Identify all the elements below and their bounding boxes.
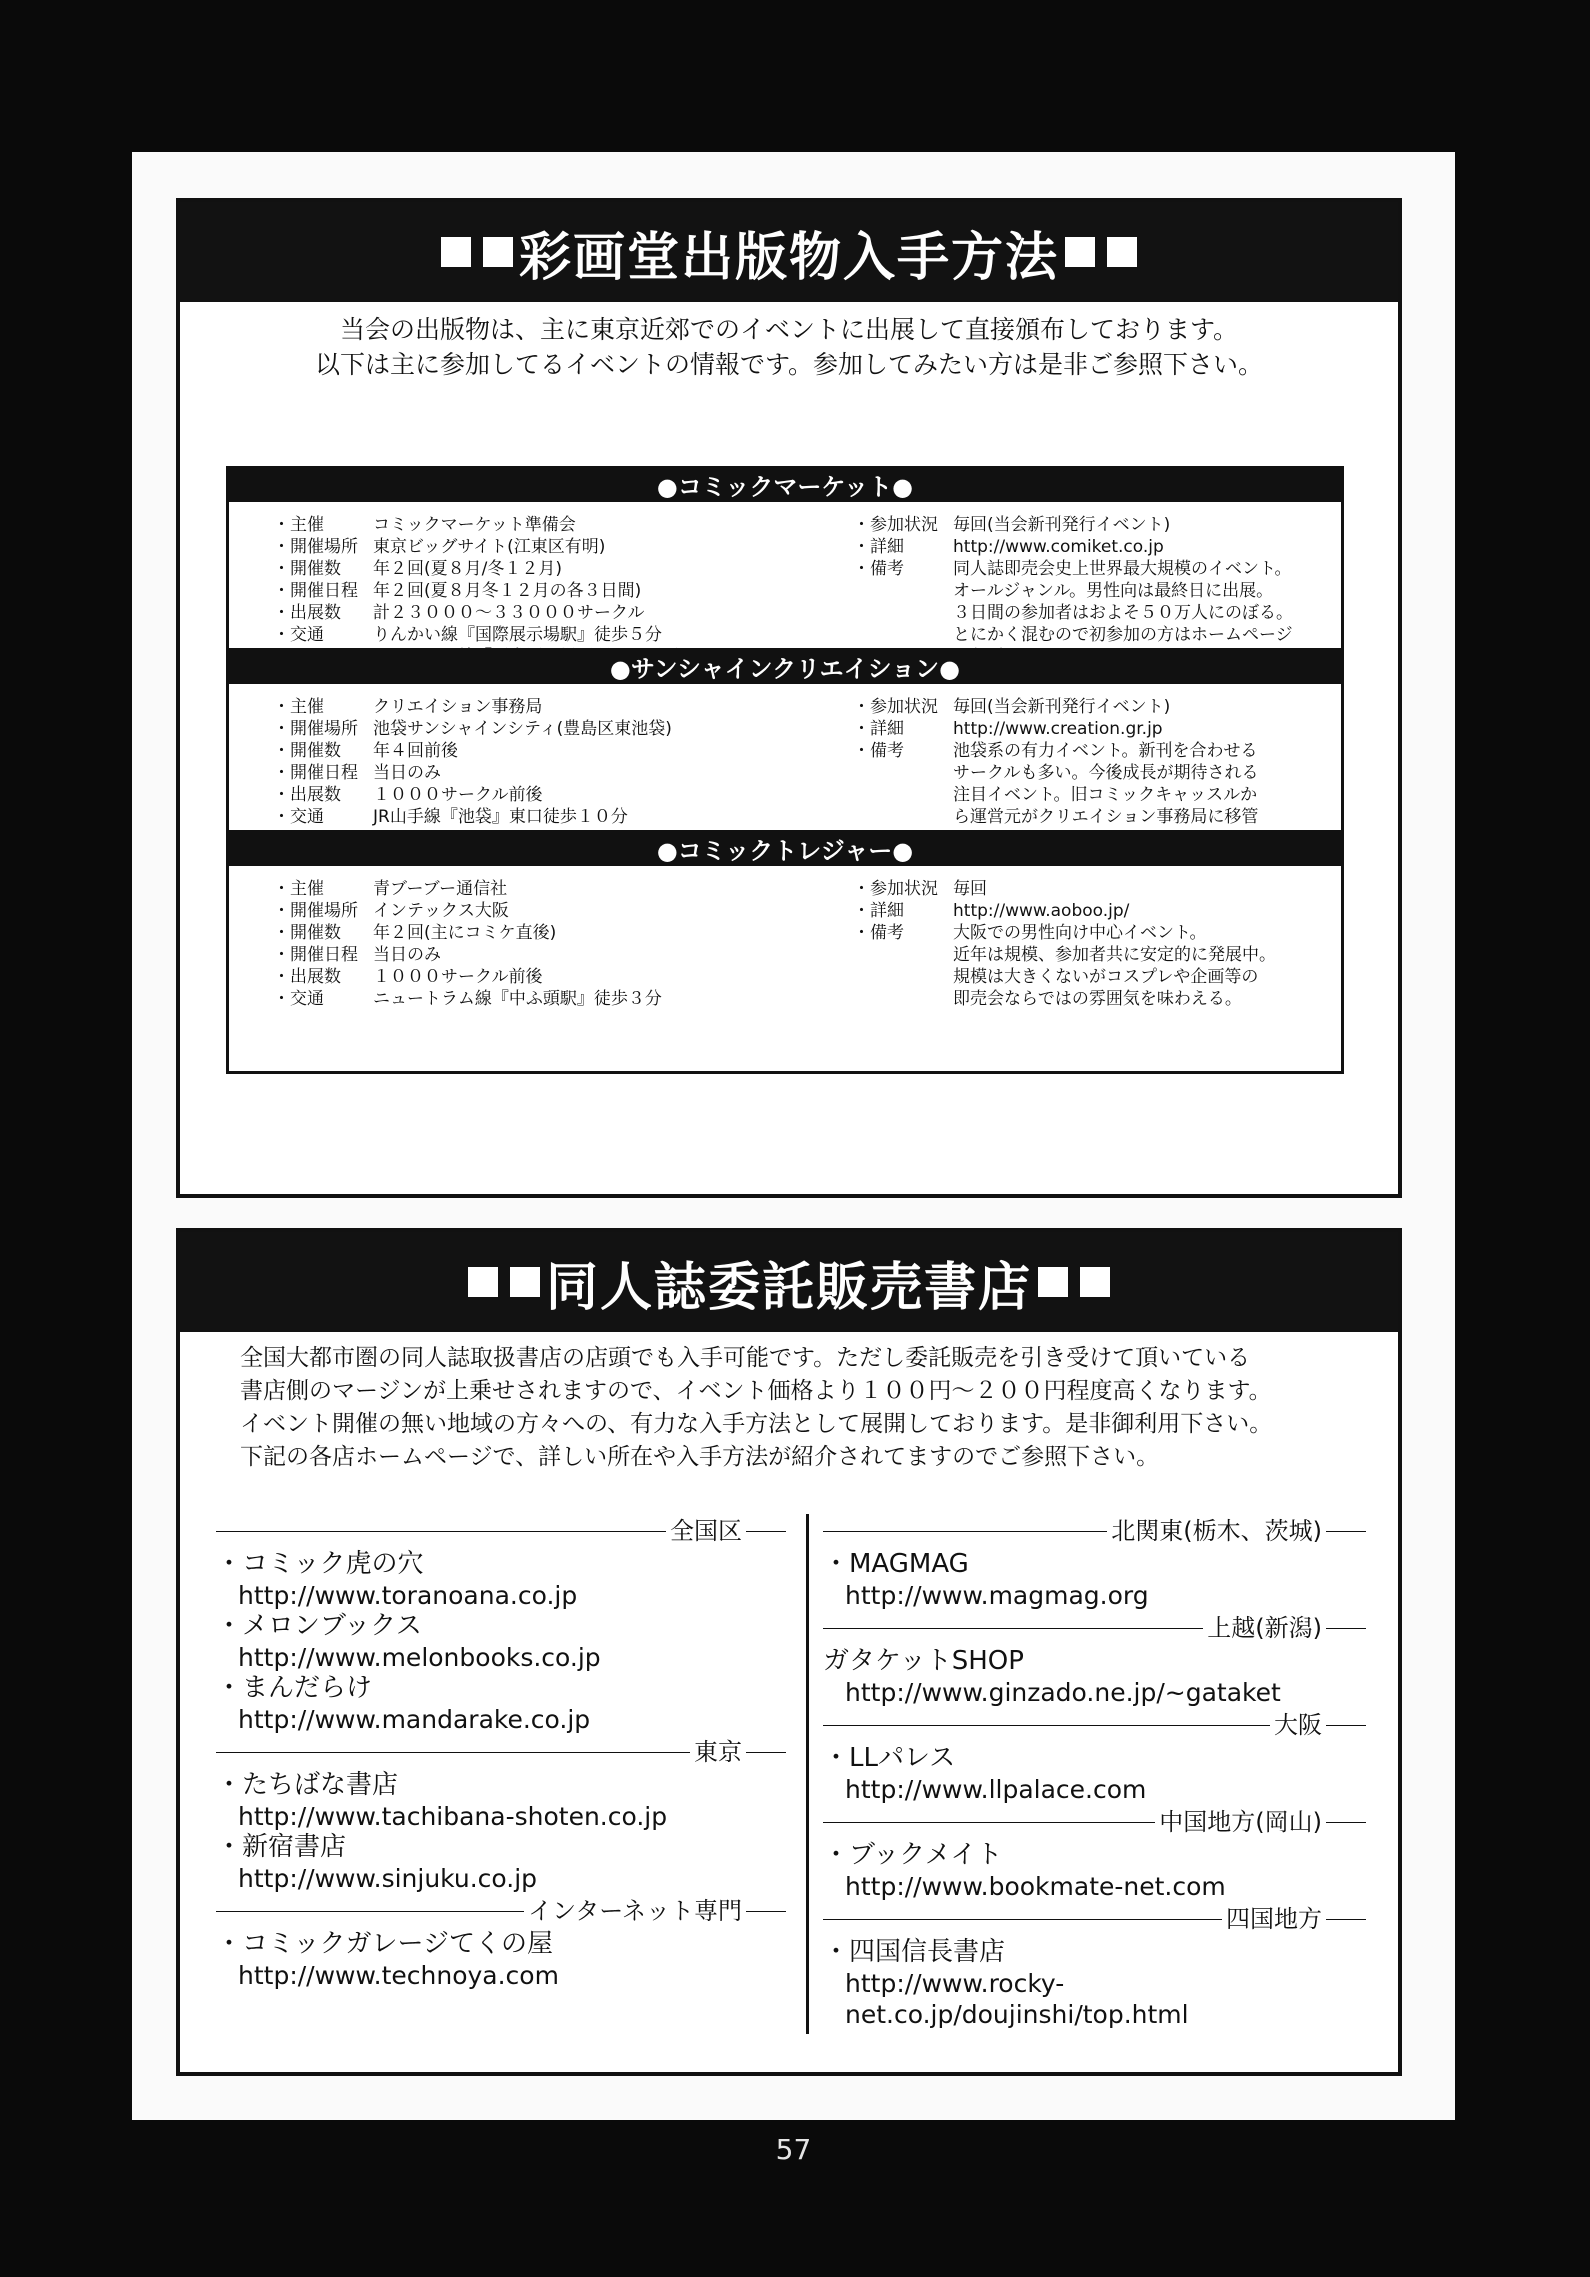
info-key: ・交通 (273, 807, 324, 827)
info-value: 年２回(夏８月/冬１２月) (373, 559, 562, 579)
divider-line (823, 1628, 1203, 1629)
info-value: １０００サークル前後 (373, 785, 543, 805)
section-intro (180, 302, 1398, 382)
info-key: ・出展数 (273, 603, 341, 623)
info-value: 青ブーブー通信社 (373, 879, 508, 899)
info-key: ・参加状況 (853, 879, 938, 899)
shop-url[interactable]: http://www.melonbooks.co.jp (238, 1643, 601, 1672)
page (132, 152, 1455, 2166)
region-label: インターネット専門 (528, 1897, 742, 1925)
shop-url[interactable]: http://www.toranoana.co.jp (238, 1581, 578, 1610)
event-title: ●サンシャインクリエイション● (226, 648, 1344, 684)
info-row (853, 922, 1341, 1010)
shop-url[interactable]: http://www.technoya.com (238, 1961, 559, 1990)
square-icon (1038, 1267, 1068, 1297)
info-key: ・備考 (853, 923, 904, 943)
section-intro (180, 1332, 1398, 1474)
divider-line (216, 1531, 666, 1532)
divider-line (823, 1725, 1270, 1726)
section-title-bar (180, 1232, 1398, 1332)
info-row (273, 718, 853, 740)
region-heading (823, 1710, 1366, 1741)
info-row (273, 988, 853, 1010)
event-info-right (853, 514, 1341, 668)
section-title: 彩画堂出版物入手方法 (518, 227, 1059, 288)
info-value: 年４回前後 (373, 741, 458, 761)
info-row (273, 806, 853, 828)
shop-column-left (216, 1514, 786, 1991)
shop-url[interactable]: http://www.mandarake.co.jp (238, 1705, 591, 1734)
info-key: ・交通 (273, 989, 324, 1009)
region-label: 四国地方 (1226, 1905, 1322, 1933)
info-value: 毎回(当会新刊発行イベント) (953, 515, 1171, 535)
intro-line: イベント開催の無い地域の方々への、有力な入手方法として展開しております。是非御利用下さい。 (240, 1411, 1273, 1437)
info-value: インテックス大阪 (373, 901, 509, 921)
info-key: ・詳細 (853, 719, 904, 739)
shop-list (216, 1514, 1366, 2034)
square-icon (468, 1267, 498, 1297)
info-value: 東京ビッグサイト(江東区有明) (373, 537, 606, 557)
info-row (273, 580, 853, 602)
info-value: コミックマーケット準備会 (373, 515, 576, 535)
region-label: 東京 (694, 1738, 742, 1766)
shop-name: ・たちばな書店 (216, 1770, 399, 1800)
shop-name: ・MAGMAG (823, 1549, 969, 1579)
event-details (229, 684, 1341, 828)
shop-url[interactable]: http://www.magmag.org (845, 1581, 1149, 1610)
event-info-right (853, 696, 1341, 828)
info-key: ・詳細 (853, 537, 904, 557)
info-key: ・開催日程 (273, 581, 358, 601)
shop-name: ・まんだらけ (216, 1673, 373, 1703)
info-row (853, 718, 1341, 740)
info-value: 年２回(主にコミケ直後) (373, 923, 557, 943)
square-icon (510, 1267, 540, 1297)
divider-line (216, 1752, 690, 1753)
region-heading (823, 1807, 1366, 1838)
info-row (273, 514, 853, 536)
divider-line (746, 1531, 786, 1532)
region-heading (216, 1737, 786, 1768)
info-value: http://www.aoboo.jp/ (953, 901, 1130, 921)
divider-line (823, 1822, 1155, 1823)
info-value: 池袋系の有力イベント。新刊を合わせる サークルも多い。今後成長が期待される 注目イベント。旧コミックキャッスルか ら運営元がクリエイション事務局に移管 (953, 741, 1259, 827)
square-icon (441, 237, 471, 267)
square-icon (1080, 1267, 1110, 1297)
info-key: ・開催日程 (273, 763, 358, 783)
intro-line: 全国大都市圏の同人誌取扱書店の店頭でも入手可能です。ただし委託販売を引き受けて頂いている (240, 1345, 1251, 1371)
section-title: 同人誌委託販売書店 (545, 1257, 1032, 1318)
shop-url[interactable]: http://www.rocky-net.co.jp/doujinshi/top.html (845, 1969, 1189, 2029)
info-key: ・開催数 (273, 559, 341, 579)
event-section (176, 198, 1402, 1198)
info-value: りんかい線『国際展示場駅』徒歩５分 (373, 625, 662, 645)
shop-section (176, 1228, 1402, 2076)
region-label: 全国区 (670, 1517, 742, 1545)
info-row (853, 900, 1341, 922)
shop-name: ・コミック虎の穴 (216, 1549, 424, 1579)
info-key: ・備考 (853, 741, 904, 761)
info-key: ・主催 (273, 879, 324, 899)
info-row (273, 624, 853, 646)
shop-name: ・メロンブックス (216, 1611, 422, 1641)
shop-name: ・四国信長書店 (823, 1937, 1006, 1967)
event-title: ●コミックマーケット● (226, 466, 1344, 502)
square-icon (1107, 237, 1137, 267)
info-row (273, 784, 853, 806)
divider-line (1326, 1919, 1366, 1920)
info-row (273, 900, 853, 922)
region-heading (823, 1904, 1366, 1935)
event-title: ●コミックトレジャー● (226, 830, 1344, 866)
info-value: 毎回 (953, 879, 987, 899)
info-value: http://www.creation.gr.jp (953, 719, 1163, 739)
info-value: 計２３０００～３３０００サークル (373, 603, 645, 623)
region-heading (216, 1896, 786, 1927)
shop-url[interactable]: http://www.ginzado.ne.jp/~gataket (845, 1678, 1281, 1707)
info-row (273, 878, 853, 900)
region-heading (823, 1516, 1366, 1547)
info-row (853, 536, 1341, 558)
region-heading (823, 1613, 1366, 1644)
event-info-right (853, 878, 1341, 1010)
info-row (853, 696, 1341, 718)
info-row (273, 966, 853, 988)
event-details (229, 502, 1341, 668)
square-icon (483, 237, 513, 267)
info-row (273, 558, 853, 580)
region-label: 上越(新潟) (1207, 1614, 1322, 1642)
info-key: ・備考 (853, 559, 904, 579)
info-key: ・詳細 (853, 901, 904, 921)
section-title-bar (180, 202, 1398, 302)
shop-name: ・LLパレス (823, 1743, 956, 1773)
intro-line: 以下は主に参加してるイベントの情報です。参加してみたい方は是非ご参照下さい。 (314, 350, 1263, 379)
info-value: 年２回(夏８月冬１２月の各３日間) (373, 581, 642, 601)
shop-name: ガタケットSHOP (823, 1646, 1024, 1676)
shop-url[interactable]: http://www.bookmate-net.com (845, 1872, 1226, 1901)
info-key: ・主催 (273, 697, 324, 717)
info-row (273, 944, 853, 966)
shop-url[interactable]: http://www.llpalace.com (845, 1775, 1147, 1804)
divider-line (1326, 1628, 1366, 1629)
info-value: JR山手線『池袋』東口徒歩１０分 (373, 807, 628, 827)
info-value: 毎回(当会新刊発行イベント) (953, 697, 1171, 717)
info-row (853, 740, 1341, 828)
region-label: 大阪 (1274, 1711, 1322, 1739)
shop-column-right (806, 1514, 1366, 2034)
intro-line: 当会の出版物は、主に東京近郊でのイベントに出展して直接頒布しております。 (339, 315, 1238, 344)
region-heading (216, 1516, 786, 1547)
info-row (273, 740, 853, 762)
divider-line (746, 1752, 786, 1753)
info-row (273, 922, 853, 944)
info-value: 池袋サンシャインシティ(豊島区東池袋) (373, 719, 672, 739)
info-key: ・開催場所 (273, 537, 358, 557)
divider-line (823, 1531, 1107, 1532)
info-key: ・出展数 (273, 785, 341, 805)
info-value: http://www.comiket.co.jp (953, 537, 1164, 557)
square-icon (1065, 237, 1095, 267)
info-value: １０００サークル前後 (373, 967, 543, 987)
shop-name: ・新宿書店 (216, 1832, 347, 1862)
page-number: 57 (775, 2133, 812, 2166)
intro-line: 書店側のマージンが上乗せされますので、イベント価格より１００円～２００円程度高くなります。 (240, 1378, 1272, 1404)
info-key: ・開催場所 (273, 719, 358, 739)
info-key: ・交通 (273, 625, 324, 645)
divider-line (823, 1919, 1222, 1920)
info-row (273, 762, 853, 784)
info-value: ニュートラム線『中ふ頭駅』徒歩３分 (373, 989, 662, 1009)
info-row (273, 536, 853, 558)
info-value: 当日のみ (373, 763, 441, 783)
info-key: ・主催 (273, 515, 324, 535)
event-info-left (273, 696, 853, 828)
info-key: ・開催日程 (273, 945, 358, 965)
event-box (226, 830, 1344, 1074)
shop-name: ・コミックガレージてくの屋 (216, 1929, 553, 1959)
shop-url[interactable]: http://www.tachibana-shoten.co.jp (238, 1802, 668, 1831)
info-key: ・開催数 (273, 741, 341, 761)
info-value: 大阪での男性向け中心イベント。 近年は規模、参加者共に安定的に発展中。 規模は大きくないがコスプレや企画等の 即売会ならではの雰囲気を味わえる。 (953, 923, 1276, 1009)
shop-name: ・ブックメイト (823, 1840, 1003, 1870)
intro-line: 下記の各店ホームページで、詳しい所在や入手方法が紹介されてますのでご参照下さい。 (240, 1444, 1160, 1470)
info-row (853, 514, 1341, 536)
divider-line (1326, 1531, 1366, 1532)
info-key: ・参加状況 (853, 515, 938, 535)
info-row (273, 602, 853, 624)
divider-line (216, 1911, 524, 1912)
divider-line (1326, 1822, 1366, 1823)
info-row (273, 696, 853, 718)
info-value: 当日のみ (373, 945, 441, 965)
info-key: ・参加状況 (853, 697, 938, 717)
info-value: クリエイション事務局 (373, 697, 543, 717)
region-label: 北関東(栃木、茨城) (1111, 1517, 1322, 1545)
event-details (229, 866, 1341, 1010)
shop-url[interactable]: http://www.sinjuku.co.jp (238, 1864, 538, 1893)
divider-line (746, 1911, 786, 1912)
info-key: ・開催場所 (273, 901, 358, 921)
event-info-left (273, 878, 853, 1010)
info-value: 同人誌即売会史上世界最大規模のイベント。 オールジャンル。男性向は最終日に出展。 ３日間の参加者はおよそ５０万人にのぼる。 とにかく混むので初参加の方はホームページ (953, 559, 1293, 645)
info-row (853, 878, 1341, 900)
region-label: 中国地方(岡山) (1159, 1808, 1322, 1836)
event-info-left (273, 514, 853, 668)
divider-line (1326, 1725, 1366, 1726)
info-key: ・出展数 (273, 967, 341, 987)
info-key: ・開催数 (273, 923, 341, 943)
